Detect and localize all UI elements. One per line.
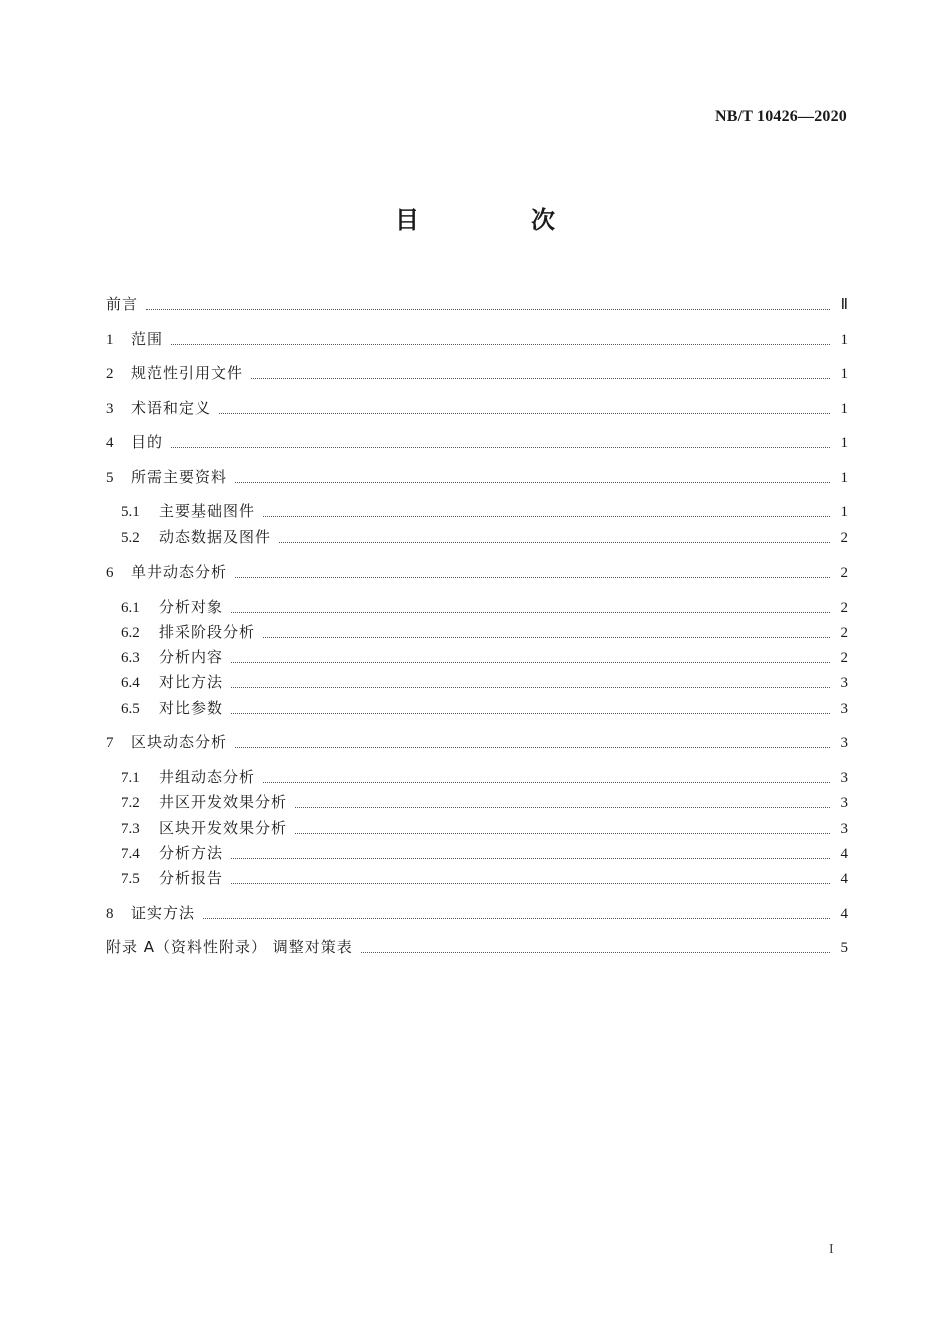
toc-entry[interactable] (106, 902, 848, 924)
toc-page-number: 3 (840, 675, 848, 691)
toc-leader-dots (231, 858, 830, 859)
toc-leader-dots (263, 516, 830, 517)
toc-subentry[interactable] (121, 791, 848, 813)
toc-leader-dots (203, 918, 830, 919)
toc-page-number: 5 (840, 940, 848, 956)
toc-entry[interactable] (106, 431, 848, 453)
toc-entry-text: 对比参数 (159, 699, 224, 717)
toc-subentry[interactable] (121, 646, 848, 668)
toc-subentry[interactable] (121, 526, 848, 548)
toc-entry-text: 目的 (131, 433, 164, 451)
toc-subentry[interactable] (121, 500, 848, 522)
toc-leader-dots (235, 577, 830, 578)
toc-entry-text: 所需主要资料 (131, 468, 228, 486)
toc-leader-dots (171, 344, 830, 345)
toc-page-number: 2 (840, 650, 848, 666)
toc-entry-number: 6 (106, 565, 114, 581)
toc-entry-number: 7.2 (121, 795, 140, 811)
toc-entry-text: 分析对象 (159, 598, 224, 616)
toc-page-number: 3 (840, 701, 848, 717)
toc-entry-text: 证实方法 (131, 904, 196, 922)
toc-page-number: 1 (840, 435, 848, 451)
toc-subentry[interactable] (121, 867, 848, 889)
toc-entry-text: 井区开发效果分析 (159, 793, 288, 811)
toc-leader-dots (146, 309, 830, 310)
toc-leader-dots (295, 833, 830, 834)
toc-page-number: 1 (840, 470, 848, 486)
toc-page-number: 3 (840, 770, 848, 786)
toc-leader-dots (263, 637, 830, 638)
toc-entry[interactable] (106, 466, 848, 488)
toc-leader-dots (235, 482, 830, 483)
toc-page-number: Ⅱ (840, 297, 848, 313)
toc-entry-number: 5 (106, 470, 114, 486)
toc-leader-dots (251, 378, 830, 379)
toc-leader-dots (235, 747, 830, 748)
footer-page-number: I (829, 1242, 834, 1257)
toc-entry-text: 术语和定义 (131, 399, 212, 417)
toc-entry[interactable] (106, 731, 848, 753)
toc-entry-text: 排采阶段分析 (159, 623, 256, 641)
toc-entry-number: 6.1 (121, 600, 140, 616)
toc-entry-text: 分析方法 (159, 844, 224, 862)
toc-page-number: 3 (840, 821, 848, 837)
standard-code: NB/T 10426—2020 (714, 108, 847, 125)
toc-entry-text: 井组动态分析 (159, 768, 256, 786)
toc-leader-dots (279, 542, 830, 543)
toc-page-number: 1 (840, 401, 848, 417)
toc-entry-number: 4 (106, 435, 114, 451)
toc-page-number: 3 (840, 735, 848, 751)
toc-entry-number: 7.4 (121, 846, 140, 862)
toc-entry[interactable] (106, 328, 848, 350)
toc-page-number: 2 (840, 625, 848, 641)
toc-entry-text: 分析内容 (159, 648, 224, 666)
toc-entry-text: 区块动态分析 (131, 733, 228, 751)
toc-leader-dots (231, 662, 830, 663)
toc-entry-text: 范围 (131, 330, 164, 348)
toc-entry-number: 5.2 (121, 530, 140, 546)
toc-entry-number: 2 (106, 366, 114, 382)
toc-leader-dots (295, 807, 830, 808)
toc-entry-number: 3 (106, 401, 114, 417)
toc-entry-text: 附录 A（资料性附录） 调整对策表 (106, 938, 353, 956)
toc-entry-number: 6.5 (121, 701, 140, 717)
toc-subentry[interactable] (121, 817, 848, 839)
toc-page-number: 2 (840, 600, 848, 616)
toc-page-number: 1 (840, 332, 848, 348)
toc-entry-text: 分析报告 (159, 869, 224, 887)
toc-page-number: 2 (840, 565, 848, 581)
toc-leader-dots (219, 413, 830, 414)
toc-entry-number: 7.1 (121, 770, 140, 786)
toc-entry[interactable] (106, 362, 848, 384)
toc-subentry[interactable] (121, 766, 848, 788)
toc-page-number: 3 (840, 795, 848, 811)
toc-entry-text: 主要基础图件 (159, 502, 256, 520)
toc-subentry[interactable] (121, 842, 848, 864)
toc-entry-number: 6.4 (121, 675, 140, 691)
toc-leader-dots (171, 447, 830, 448)
toc-page-number: 4 (840, 846, 848, 862)
toc-subentry[interactable] (121, 596, 848, 618)
toc-page-number: 2 (840, 530, 848, 546)
toc-entry[interactable] (106, 561, 848, 583)
toc-entry-number: 7.3 (121, 821, 140, 837)
toc-leader-dots (231, 687, 830, 688)
toc-entry-text: 区块开发效果分析 (159, 819, 288, 837)
toc-page-number: 1 (840, 504, 848, 520)
toc-page-number: 1 (840, 366, 848, 382)
toc-entry-text: 对比方法 (159, 673, 224, 691)
toc-entry-number: 6.2 (121, 625, 140, 641)
toc-page-number: 4 (840, 906, 848, 922)
toc-entry-number: 7 (106, 735, 114, 751)
toc-leader-dots (263, 782, 830, 783)
toc-entry-number: 8 (106, 906, 114, 922)
toc-entry[interactable] (106, 397, 848, 419)
toc-subentry[interactable] (121, 621, 848, 643)
page-title: 目 次 (395, 206, 599, 234)
toc-entry-text: 单井动态分析 (131, 563, 228, 581)
toc-entry-text: 动态数据及图件 (159, 528, 272, 546)
toc-entry-number: 6.3 (121, 650, 140, 666)
toc-entry-text: 前言 (106, 295, 139, 313)
toc-entry-number: 1 (106, 332, 114, 348)
toc-leader-dots (231, 713, 830, 714)
toc-entry-number: 5.1 (121, 504, 140, 520)
toc-entry-foreword[interactable] (106, 293, 848, 315)
toc-entry-appendix-a[interactable] (106, 936, 848, 958)
toc-leader-dots (361, 952, 830, 953)
toc-subentry[interactable] (121, 671, 848, 693)
toc-page-number: 4 (840, 871, 848, 887)
toc-entry-text: 规范性引用文件 (131, 364, 244, 382)
toc-leader-dots (231, 612, 830, 613)
toc-leader-dots (231, 883, 830, 884)
toc-subentry[interactable] (121, 697, 848, 719)
toc-entry-number: 7.5 (121, 871, 140, 887)
